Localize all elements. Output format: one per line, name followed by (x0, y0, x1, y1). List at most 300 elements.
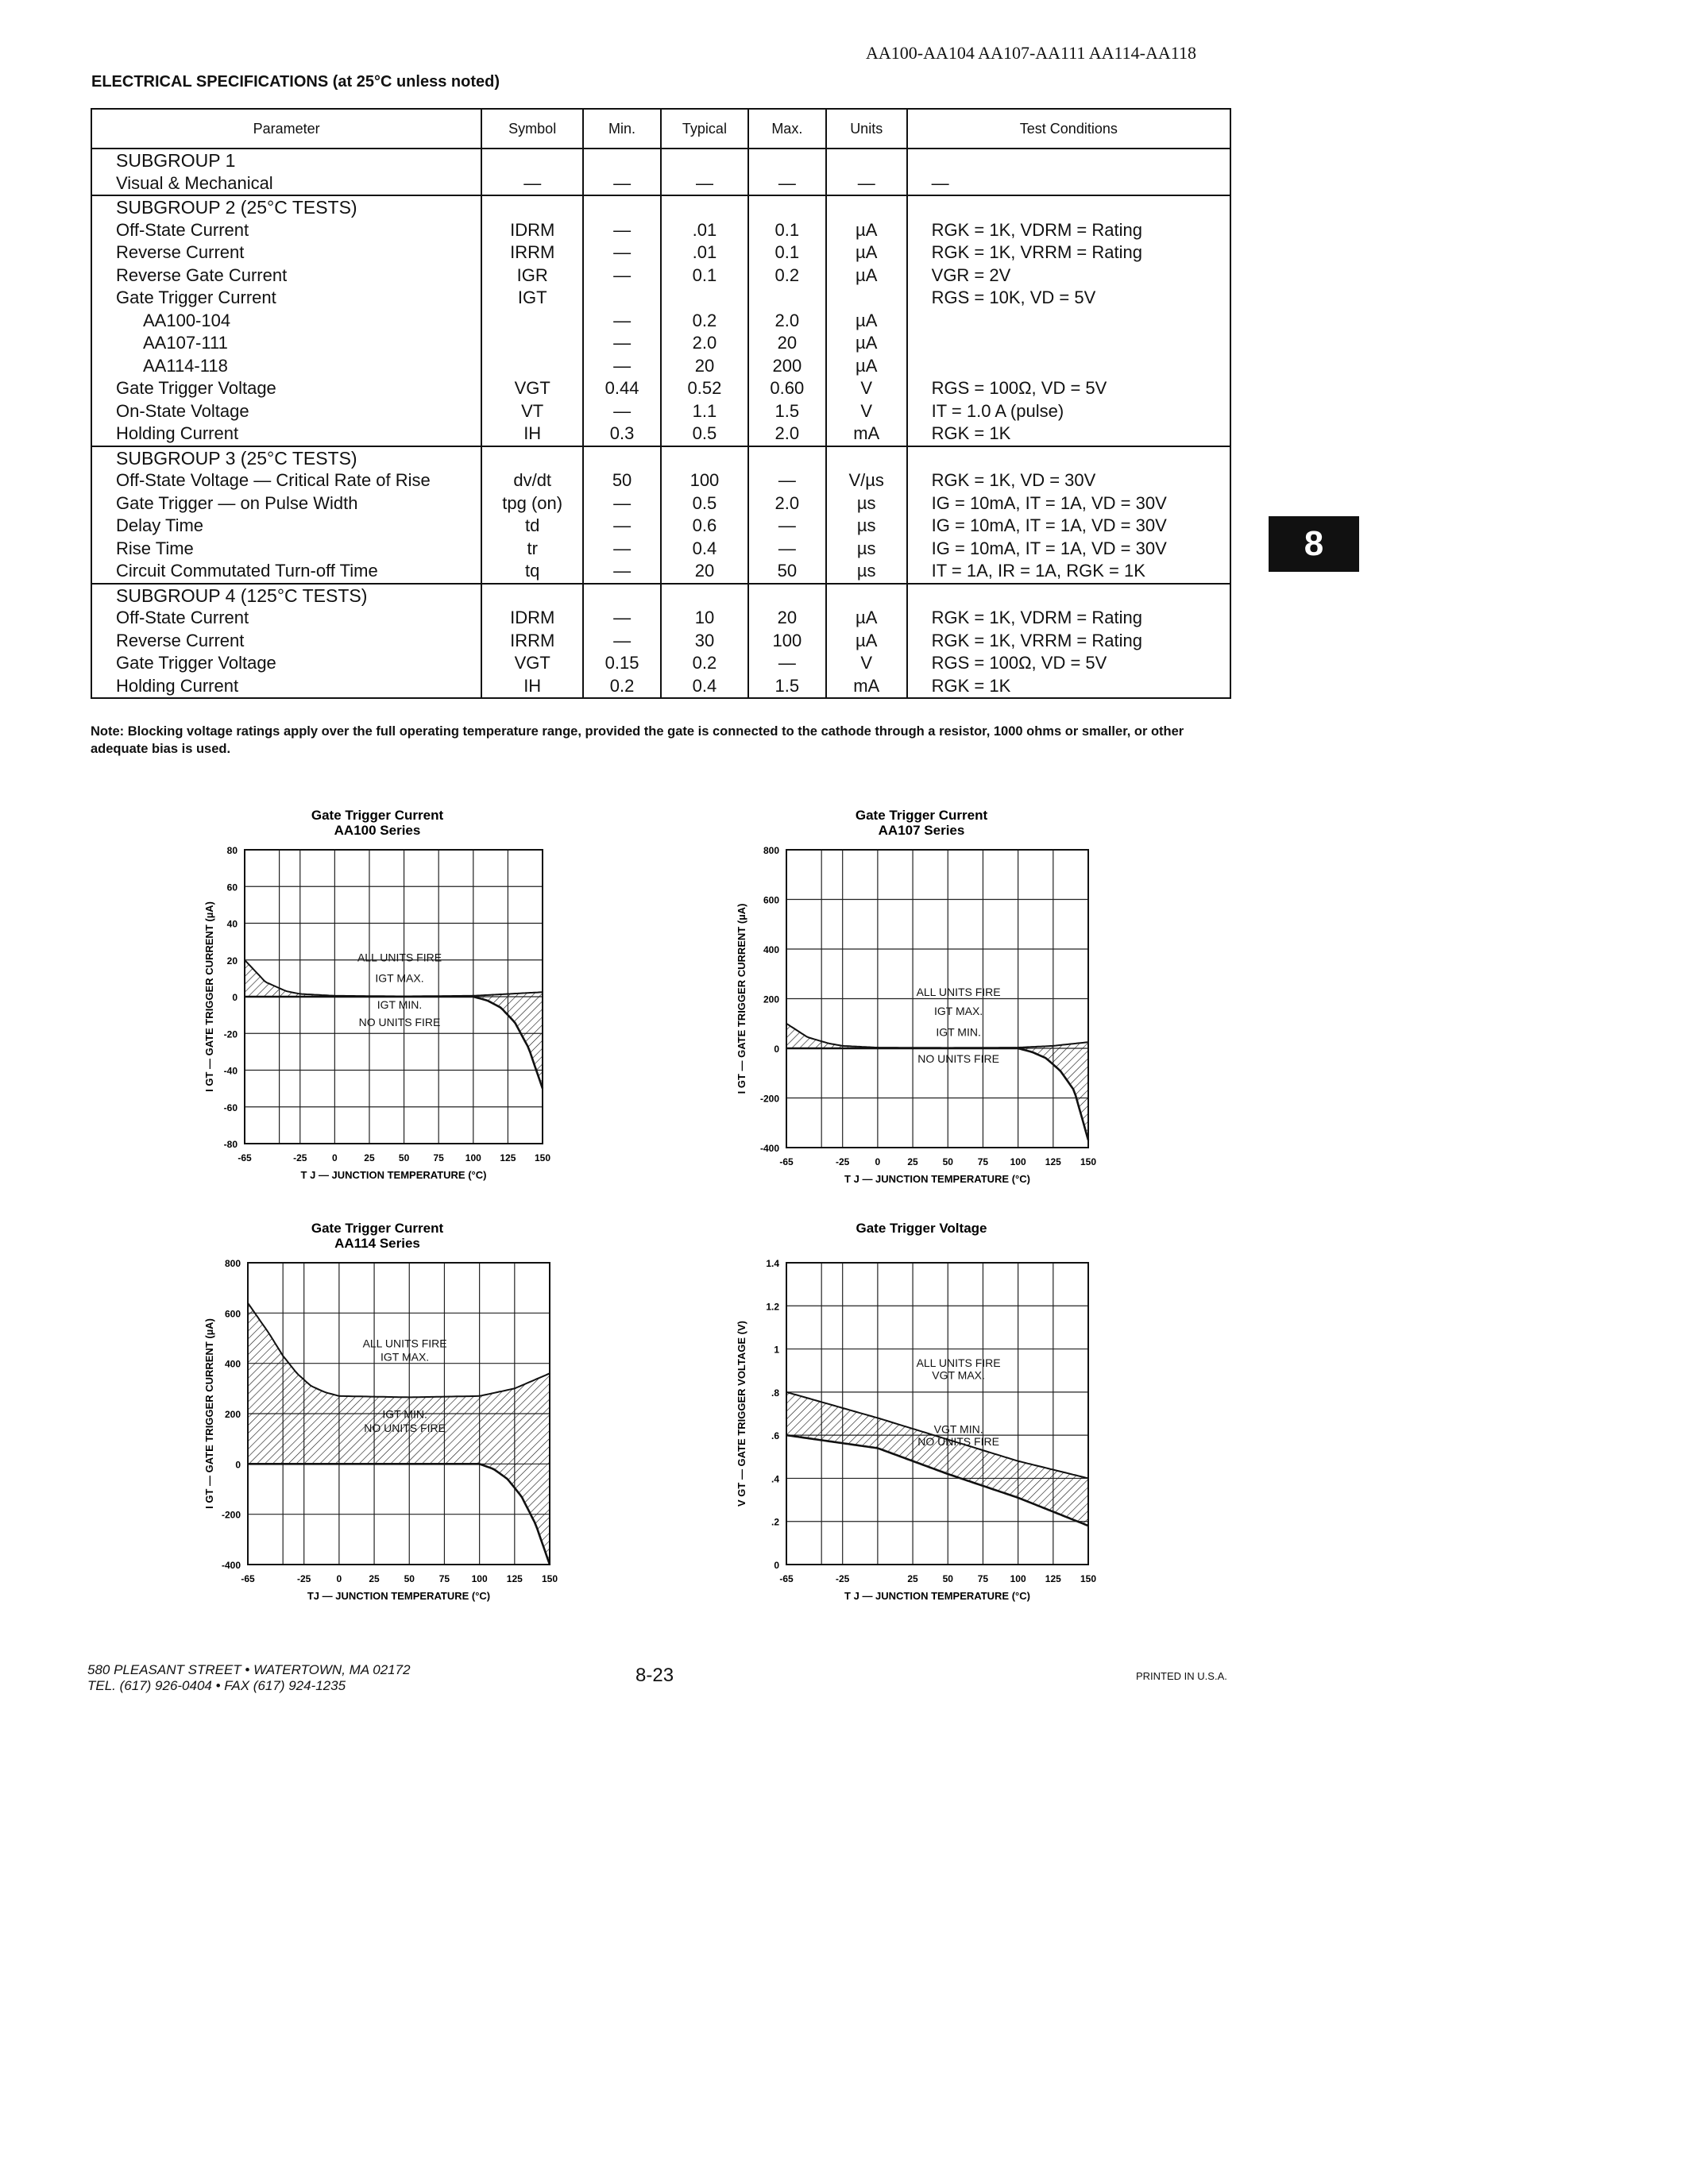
typical-cell: .01 (661, 219, 748, 242)
param-cell: Gate Trigger Current (91, 287, 481, 310)
units-cell: µA (826, 310, 907, 333)
min-cell: 50 (583, 469, 661, 492)
param-cell: Visual & Mechanical (91, 172, 481, 196)
max-cell: 1.5 (748, 675, 826, 699)
symbol-cell (481, 149, 583, 172)
typical-cell: 0.2 (661, 652, 748, 675)
subgroup-row (91, 149, 1230, 172)
typical-cell: 10 (661, 607, 748, 630)
table-row (91, 219, 1230, 242)
units-cell: µs (826, 492, 907, 515)
typical-cell (661, 584, 748, 608)
y-tick-label: -40 (223, 1065, 238, 1077)
table-row (91, 652, 1230, 675)
typical-cell (661, 195, 748, 219)
y-tick-label: .4 (771, 1473, 779, 1485)
y-tick-label: 0 (774, 1560, 779, 1571)
param-cell: AA107-111 (91, 332, 481, 355)
band-annotation: IGT MAX. (375, 971, 424, 985)
table-row (91, 630, 1230, 653)
spec-table-head (91, 109, 1230, 149)
param-cell: AA100-104 (91, 310, 481, 333)
x-tick-label: 100 (1010, 1573, 1026, 1584)
symbol-cell: IH (481, 675, 583, 699)
symbol-cell: IH (481, 423, 583, 446)
conditions-cell (907, 446, 1230, 470)
x-tick-label: 75 (977, 1156, 989, 1167)
min-cell: — (583, 355, 661, 378)
chart-title: Gate Trigger Current (855, 808, 988, 823)
typical-cell: 0.1 (661, 264, 748, 287)
max-cell: 100 (748, 630, 826, 653)
symbol-cell (481, 355, 583, 378)
col-header: Units (826, 109, 907, 149)
x-axis-label: T J — JUNCTION TEMPERATURE (°C) (844, 1173, 1030, 1185)
col-header: Symbol (481, 109, 583, 149)
max-cell: 2.0 (748, 310, 826, 333)
chart-title: Gate Trigger Current (311, 808, 444, 823)
x-tick-label: 100 (1010, 1156, 1026, 1167)
param-cell: SUBGROUP 1 (91, 149, 481, 172)
table-row (91, 377, 1230, 400)
symbol-cell: tr (481, 538, 583, 561)
hatched-band (786, 1392, 1088, 1526)
y-tick-label: 20 (226, 955, 238, 967)
conditions-cell: RGK = 1K (907, 675, 1230, 699)
typical-cell: 0.5 (661, 423, 748, 446)
conditions-cell: IT = 1A, IR = 1A, RGK = 1K (907, 560, 1230, 584)
chart-subtitle: AA100 Series (334, 823, 421, 838)
page-number: 8-23 (635, 1665, 674, 1686)
typical-cell: 100 (661, 469, 748, 492)
max-cell (748, 287, 826, 310)
min-cell: 0.3 (583, 423, 661, 446)
y-tick-label: .8 (771, 1387, 779, 1399)
min-cell: — (583, 492, 661, 515)
conditions-cell (907, 310, 1230, 333)
table-row (91, 538, 1230, 561)
x-tick-label: 25 (369, 1573, 380, 1584)
max-cell: 0.2 (748, 264, 826, 287)
conditions-cell: IT = 1.0 A (pulse) (907, 400, 1230, 423)
units-cell: µs (826, 560, 907, 584)
min-cell: — (583, 310, 661, 333)
max-cell (748, 584, 826, 608)
symbol-cell (481, 195, 583, 219)
conditions-cell: VGR = 2V (907, 264, 1230, 287)
x-tick-label: 75 (438, 1573, 450, 1584)
typical-cell (661, 446, 748, 470)
y-axis-label: I GT — GATE TRIGGER CURRENT (µA) (203, 901, 215, 1092)
max-cell: 0.60 (748, 377, 826, 400)
min-cell: — (583, 515, 661, 538)
units-cell: V (826, 400, 907, 423)
param-cell: Gate Trigger Voltage (91, 652, 481, 675)
max-cell: 2.0 (748, 492, 826, 515)
conditions-cell: RGK = 1K (907, 423, 1230, 446)
units-cell (826, 287, 907, 310)
conditions-cell: RGK = 1K, VD = 30V (907, 469, 1230, 492)
x-tick-label: 125 (506, 1573, 523, 1584)
typical-cell: 0.6 (661, 515, 748, 538)
col-header: Max. (748, 109, 826, 149)
subgroup-row (91, 195, 1230, 219)
symbol-cell: tq (481, 560, 583, 584)
conditions-cell: IG = 10mA, IT = 1A, VD = 30V (907, 538, 1230, 561)
min-cell (583, 584, 661, 608)
typical-cell (661, 149, 748, 172)
max-cell: 50 (748, 560, 826, 584)
y-tick-label: 400 (763, 944, 779, 955)
table-row (91, 400, 1230, 423)
y-tick-label: 1.4 (766, 1258, 779, 1269)
units-cell (826, 446, 907, 470)
band-annotation: VGT MIN. (933, 1422, 983, 1436)
param-cell: Off-State Current (91, 219, 481, 242)
symbol-cell (481, 310, 583, 333)
x-tick-label: 100 (465, 1152, 481, 1163)
max-cell: 1.5 (748, 400, 826, 423)
table-row (91, 355, 1230, 378)
typical-cell: 30 (661, 630, 748, 653)
band-annotation: NO UNITS FIRE (358, 1016, 441, 1028)
table-row (91, 492, 1230, 515)
y-tick-label: .2 (771, 1516, 779, 1528)
conditions-cell: RGS = 10K, VD = 5V (907, 287, 1230, 310)
y-tick-label: 60 (226, 882, 238, 893)
x-tick-label: 150 (541, 1573, 558, 1584)
x-tick-label: 125 (1045, 1573, 1061, 1584)
x-tick-label: -65 (241, 1573, 255, 1584)
x-tick-label: 50 (942, 1573, 953, 1584)
conditions-cell: RGK = 1K, VDRM = Rating (907, 607, 1230, 630)
y-tick-label: 600 (224, 1308, 241, 1320)
x-tick-label: -25 (293, 1152, 307, 1163)
max-cell (748, 195, 826, 219)
min-cell: 0.2 (583, 675, 661, 699)
y-tick-label: 1.2 (766, 1301, 779, 1313)
band-annotation: IGT MAX. (380, 1350, 430, 1364)
min-cell: — (583, 560, 661, 584)
y-tick-label: 0 (774, 1044, 779, 1055)
symbol-cell: VGT (481, 377, 583, 400)
table-row (91, 423, 1230, 446)
y-tick-label: -60 (223, 1102, 238, 1113)
conditions-cell (907, 584, 1230, 608)
conditions-cell: — (907, 172, 1230, 196)
x-tick-label: 0 (332, 1152, 338, 1163)
y-tick-label: 600 (763, 894, 779, 906)
units-cell: µA (826, 241, 907, 264)
max-cell: — (748, 652, 826, 675)
param-cell: Off-State Current (91, 607, 481, 630)
typical-cell (661, 287, 748, 310)
table-row (91, 469, 1230, 492)
symbol-cell (481, 584, 583, 608)
conditions-cell: RGS = 100Ω, VD = 5V (907, 652, 1230, 675)
band-annotation: ALL UNITS FIRE (916, 1356, 1001, 1370)
max-cell: — (748, 515, 826, 538)
param-cell: SUBGROUP 2 (25°C TESTS) (91, 195, 481, 219)
param-cell: Reverse Gate Current (91, 264, 481, 287)
band-annotation: IGT MIN. (382, 1407, 427, 1421)
subgroup-row (91, 584, 1230, 608)
units-cell: V/µs (826, 469, 907, 492)
typical-cell: 0.4 (661, 538, 748, 561)
chart-aa100-gate-trigger-current (199, 802, 564, 1191)
x-axis-label: T J — JUNCTION TEMPERATURE (°C) (844, 1590, 1030, 1602)
min-cell: 0.44 (583, 377, 661, 400)
units-cell (826, 195, 907, 219)
max-cell: 0.1 (748, 241, 826, 264)
x-axis-label: TJ — JUNCTION TEMPERATURE (°C) (307, 1590, 491, 1602)
x-tick-label: 50 (398, 1152, 410, 1163)
x-tick-label: 150 (1080, 1573, 1097, 1584)
conditions-cell (907, 149, 1230, 172)
x-tick-label: 150 (1080, 1156, 1097, 1167)
x-tick-label: 125 (500, 1152, 516, 1163)
param-cell: SUBGROUP 3 (25°C TESTS) (91, 446, 481, 470)
chart-subtitle: AA107 Series (878, 823, 965, 838)
units-cell: µA (826, 630, 907, 653)
table-row (91, 241, 1230, 264)
subgroup-row (91, 446, 1230, 470)
y-tick-label: 400 (224, 1358, 241, 1370)
table-row (91, 287, 1230, 310)
x-tick-label: -65 (779, 1573, 794, 1584)
param-cell: Reverse Current (91, 241, 481, 264)
conditions-cell (907, 195, 1230, 219)
typical-cell: 2.0 (661, 332, 748, 355)
band-annotation: NO UNITS FIRE (917, 1052, 999, 1066)
y-tick-label: -80 (223, 1139, 238, 1150)
x-tick-label: 0 (336, 1573, 342, 1584)
y-tick-label: 1 (774, 1344, 779, 1356)
conditions-cell: RGS = 100Ω, VD = 5V (907, 377, 1230, 400)
max-cell: 2.0 (748, 423, 826, 446)
symbol-cell: VT (481, 400, 583, 423)
param-cell: AA114-118 (91, 355, 481, 378)
max-cell: 20 (748, 332, 826, 355)
max-cell: 0.1 (748, 219, 826, 242)
col-header: Typical (661, 109, 748, 149)
units-cell: µs (826, 515, 907, 538)
band-annotation: VGT MAX. (932, 1368, 985, 1382)
max-cell: — (748, 172, 826, 196)
typical-cell: 0.2 (661, 310, 748, 333)
band-annotation: ALL UNITS FIRE (916, 985, 1001, 998)
x-tick-label: 150 (534, 1152, 551, 1163)
phone-line: TEL. (617) 926-0404 • FAX (617) 924-1235 (87, 1678, 346, 1693)
x-tick-label: 50 (404, 1573, 415, 1584)
param-cell: Holding Current (91, 423, 481, 446)
table-row (91, 607, 1230, 630)
y-tick-label: .6 (771, 1430, 779, 1442)
y-tick-label: 40 (226, 918, 238, 930)
table-row (91, 560, 1230, 584)
chart-gate-trigger-voltage (731, 1215, 1120, 1612)
col-header: Parameter (91, 109, 481, 149)
x-tick-label: 100 (471, 1573, 488, 1584)
min-cell: — (583, 538, 661, 561)
y-axis-label: I GT — GATE TRIGGER CURRENT (µA) (736, 903, 747, 1094)
symbol-cell: IRRM (481, 630, 583, 653)
max-cell (748, 149, 826, 172)
table-row (91, 332, 1230, 355)
typical-cell: 20 (661, 560, 748, 584)
symbol-cell: IDRM (481, 219, 583, 242)
y-tick-label: -400 (759, 1143, 779, 1154)
min-cell (583, 446, 661, 470)
conditions-cell: RGK = 1K, VRRM = Rating (907, 630, 1230, 653)
y-tick-label: 80 (226, 845, 238, 856)
symbol-cell (481, 446, 583, 470)
min-cell (583, 287, 661, 310)
table-row (91, 264, 1230, 287)
y-tick-label: 200 (763, 994, 779, 1005)
symbol-cell (481, 332, 583, 355)
hatched-band (786, 1024, 1088, 1140)
y-tick-label: 200 (224, 1409, 241, 1420)
typical-cell: .01 (661, 241, 748, 264)
param-cell: Circuit Commutated Turn-off Time (91, 560, 481, 584)
units-cell: µA (826, 355, 907, 378)
units-cell: µs (826, 538, 907, 561)
units-cell: µA (826, 607, 907, 630)
band-annotation: IGT MIN. (936, 1025, 981, 1039)
col-header: Min. (583, 109, 661, 149)
symbol-cell: td (481, 515, 583, 538)
param-cell: Holding Current (91, 675, 481, 699)
units-cell: mA (826, 423, 907, 446)
band-annotation: ALL UNITS FIRE (362, 1337, 447, 1350)
symbol-cell: dv/dt (481, 469, 583, 492)
typical-cell: 1.1 (661, 400, 748, 423)
typical-cell: 0.52 (661, 377, 748, 400)
units-cell: µA (826, 219, 907, 242)
x-axis-label: T J — JUNCTION TEMPERATURE (°C) (300, 1169, 487, 1181)
x-tick-label: -25 (836, 1573, 850, 1584)
table-row (91, 515, 1230, 538)
blocking-voltage-note: Note: Blocking voltage ratings apply over the full operating temperature range, provided the gate is connected to the cathode through a resistor, 1000 ohms or smaller, or other adequate bias is used. (91, 724, 1184, 756)
param-cell: Rise Time (91, 538, 481, 561)
units-cell: mA (826, 675, 907, 699)
symbol-cell: — (481, 172, 583, 196)
x-tick-label: -65 (238, 1152, 252, 1163)
spec-title: ELECTRICAL SPECIFICATIONS (at 25°C unless noted) (91, 73, 500, 91)
param-cell: Gate Trigger — on Pulse Width (91, 492, 481, 515)
chart-aa114-gate-trigger-current (199, 1215, 572, 1612)
symbol-cell: IDRM (481, 607, 583, 630)
symbol-cell: IGT (481, 287, 583, 310)
conditions-cell: RGK = 1K, VRRM = Rating (907, 241, 1230, 264)
x-tick-label: 50 (942, 1156, 953, 1167)
min-cell: — (583, 400, 661, 423)
units-cell (826, 149, 907, 172)
y-axis-label: I GT — GATE TRIGGER CURRENT (µA) (203, 1318, 215, 1509)
table-row (91, 310, 1230, 333)
band-annotation: ALL UNITS FIRE (357, 951, 442, 964)
conditions-cell: IG = 10mA, IT = 1A, VD = 30V (907, 492, 1230, 515)
y-axis-label: V GT — GATE TRIGGER VOLTAGE (V) (736, 1321, 747, 1507)
y-tick-label: 800 (224, 1258, 241, 1269)
col-header: Test Conditions (907, 109, 1230, 149)
chart-subtitle: AA114 Series (334, 1236, 420, 1251)
x-tick-label: -25 (297, 1573, 311, 1584)
param-cell: On-State Voltage (91, 400, 481, 423)
x-tick-label: 25 (907, 1573, 918, 1584)
x-tick-label: 75 (433, 1152, 444, 1163)
conditions-cell (907, 332, 1230, 355)
min-cell: — (583, 630, 661, 653)
x-tick-label: 75 (977, 1573, 989, 1584)
band-annotation: IGT MAX. (933, 1005, 983, 1018)
address-line: 580 PLEASANT STREET • WATERTOWN, MA 02172 (87, 1662, 411, 1677)
max-cell: 20 (748, 607, 826, 630)
min-cell: 0.15 (583, 652, 661, 675)
y-tick-label: -20 (223, 1028, 238, 1040)
max-cell (748, 446, 826, 470)
symbol-cell: VGT (481, 652, 583, 675)
units-cell: — (826, 172, 907, 196)
chart-title: Gate Trigger Voltage (856, 1221, 987, 1236)
conditions-cell: RGK = 1K, VDRM = Rating (907, 219, 1230, 242)
param-cell: Off-State Voltage — Critical Rate of Rise (91, 469, 481, 492)
table-row (91, 675, 1230, 699)
spec-table (91, 108, 1231, 699)
chart-aa107-gate-trigger-current (731, 802, 1120, 1195)
chart-title: Gate Trigger Current (311, 1221, 444, 1236)
max-cell: — (748, 538, 826, 561)
x-tick-label: -65 (779, 1156, 794, 1167)
spec-table-body (91, 149, 1230, 698)
x-tick-label: 125 (1045, 1156, 1061, 1167)
min-cell: — (583, 332, 661, 355)
typical-cell: 0.4 (661, 675, 748, 699)
section-tab: 8 (1269, 516, 1359, 572)
x-tick-label: 25 (907, 1156, 918, 1167)
min-cell: — (583, 219, 661, 242)
footer-address (87, 1662, 411, 1694)
min-cell (583, 195, 661, 219)
min-cell: — (583, 241, 661, 264)
band-annotation: NO UNITS FIRE (917, 1434, 999, 1448)
units-cell: V (826, 652, 907, 675)
min-cell: — (583, 264, 661, 287)
typical-cell: — (661, 172, 748, 196)
units-cell: µA (826, 332, 907, 355)
table-row (91, 172, 1230, 196)
band-annotation: NO UNITS FIRE (364, 1421, 446, 1434)
printed-in: PRINTED IN U.S.A. (1136, 1670, 1227, 1682)
conditions-cell (907, 355, 1230, 378)
band-annotation: IGT MIN. (377, 997, 423, 1011)
max-cell: 200 (748, 355, 826, 378)
x-tick-label: 0 (875, 1156, 881, 1167)
y-tick-label: 0 (232, 992, 238, 1003)
param-cell: Gate Trigger Voltage (91, 377, 481, 400)
x-tick-label: 25 (364, 1152, 375, 1163)
y-tick-label: -200 (759, 1093, 779, 1105)
param-cell: SUBGROUP 4 (125°C TESTS) (91, 584, 481, 608)
param-cell: Delay Time (91, 515, 481, 538)
typical-cell: 0.5 (661, 492, 748, 515)
y-tick-label: -200 (221, 1509, 241, 1521)
typical-cell: 20 (661, 355, 748, 378)
min-cell (583, 149, 661, 172)
symbol-cell: IRRM (481, 241, 583, 264)
units-cell: µA (826, 264, 907, 287)
